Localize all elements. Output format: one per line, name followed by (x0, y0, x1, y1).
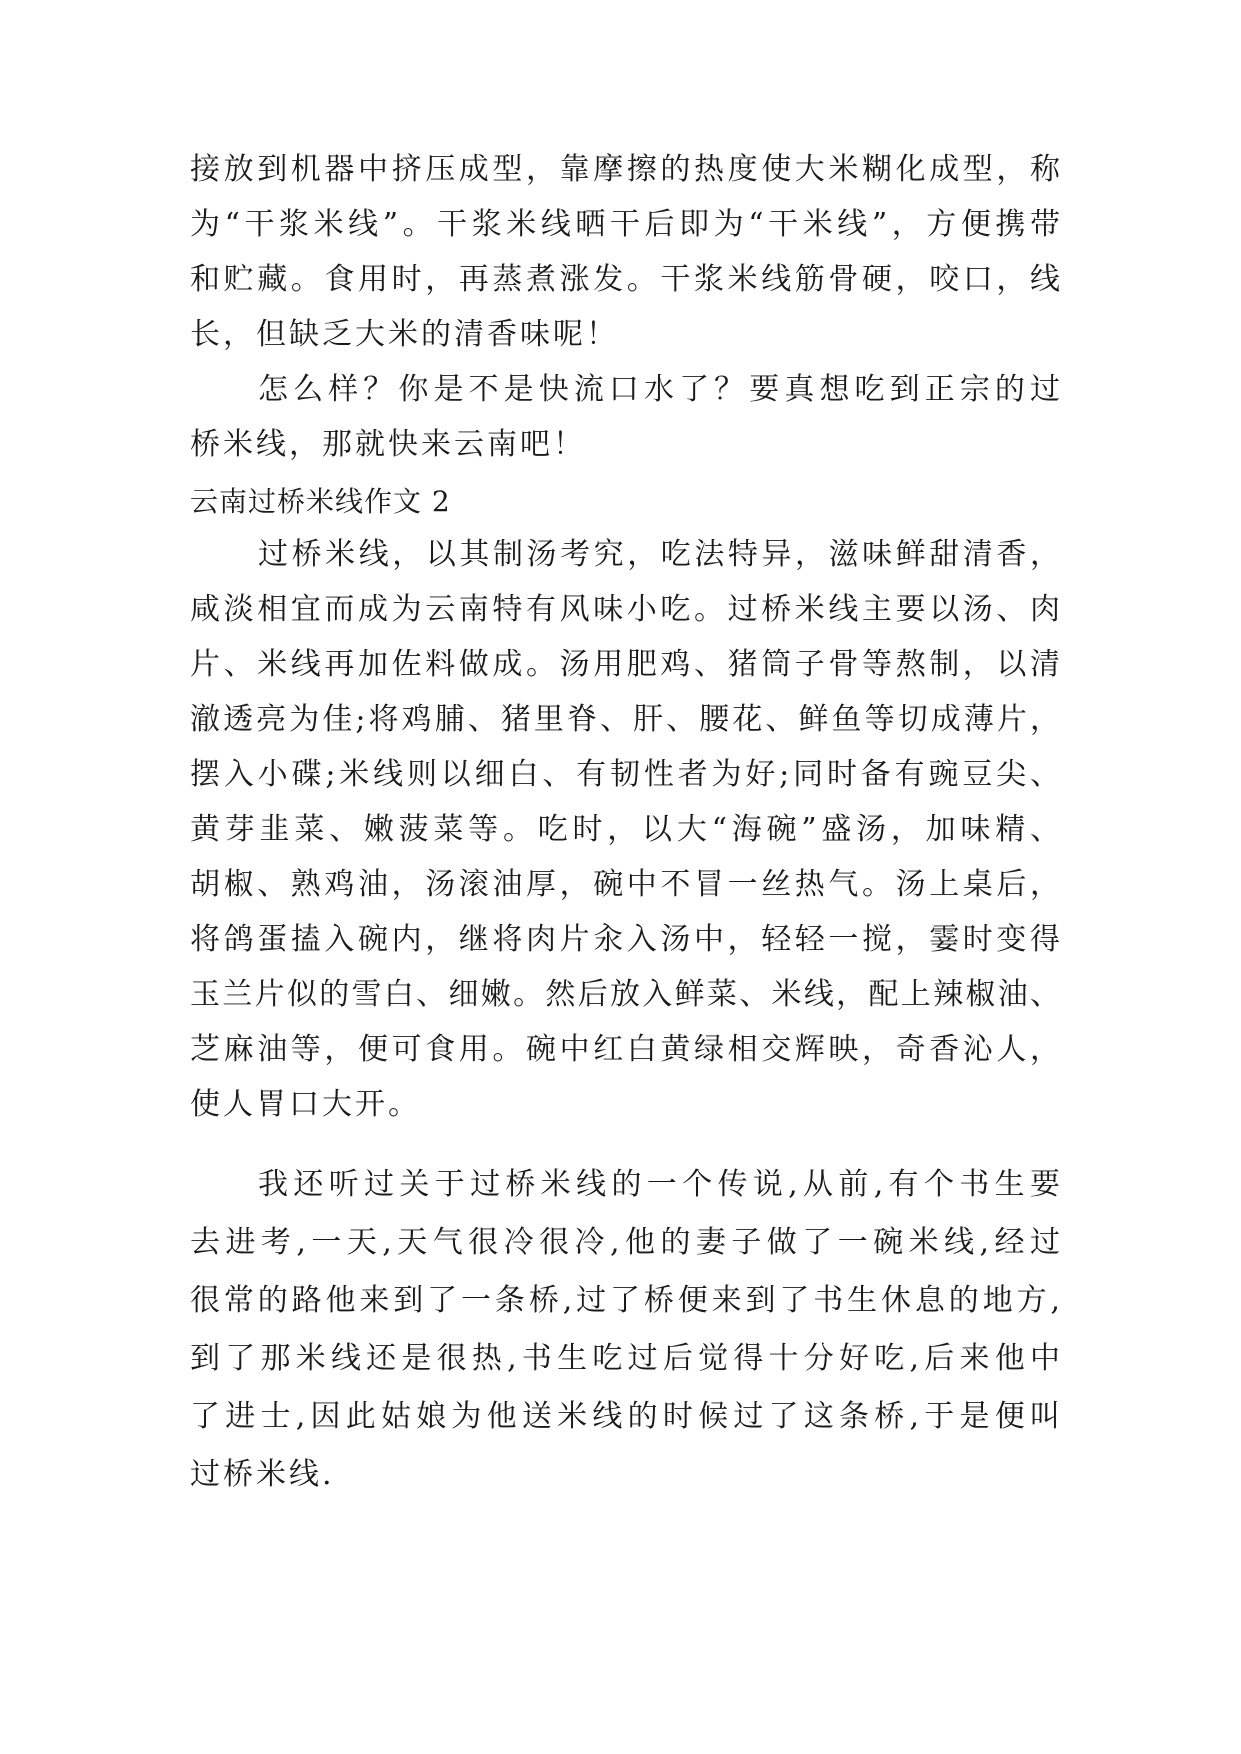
paragraph-line: 芝麻油等，便可食用。碗中红白黄绿相交辉映，奇香沁人， (190, 1032, 1060, 1067)
paragraph-line: 我还听过关于过桥米线的一个传说,从前,有个书生要 (258, 1167, 1060, 1202)
paragraph-line: 过桥米线，以其制汤考究，吃法特异，滋味鲜甜清香， (258, 537, 1060, 572)
paragraph-line: 和贮藏。食用时，再蒸煮涨发。干浆米线筋骨硬，咬口，线 (190, 262, 1060, 297)
paragraph-line: 黄芽韭菜、嫩菠菜等。吃时，以大“海碗”盛汤，加味精、 (190, 812, 1060, 847)
paragraph-line: 澈透亮为佳;将鸡脯、猪里脊、肝、腰花、鲜鱼等切成薄片， (190, 702, 1060, 737)
paragraph-line: 过桥米线. (190, 1457, 335, 1492)
paragraph-line: 到了那米线还是很热,书生吃过后觉得十分好吃,后来他中 (190, 1341, 1060, 1376)
paragraph-line: 长，但缺乏大米的清香味呢！ (190, 317, 619, 352)
paragraph-line: 怎么样？你是不是快流口水了？要真想吃到正宗的过 (258, 372, 1060, 407)
paragraph-line: 摆入小碟;米线则以细白、有韧性者为好;同时备有豌豆尖、 (190, 757, 1060, 792)
paragraph-line: 了进士,因此姑娘为他送米线的时候过了这条桥,于是便叫 (190, 1399, 1060, 1434)
paragraph-line: 接放到机器中挤压成型，靠摩擦的热度使大米糊化成型，称 (190, 152, 1060, 187)
paragraph-line: 胡椒、熟鸡油，汤滚油厚，碗中不冒一丝热气。汤上桌后， (190, 867, 1060, 902)
paragraph-line: 咸淡相宜而成为云南特有风味小吃。过桥米线主要以汤、肉 (190, 592, 1060, 627)
paragraph-line: 片、米线再加佐料做成。汤用肥鸡、猪筒子骨等熬制，以清 (190, 647, 1060, 682)
paragraph-line: 为“干浆米线”。干浆米线晒干后即为“干米线”，方便携带 (190, 207, 1060, 242)
paragraph-line: 将鸽蛋搕入碗内，继将肉片汆入汤中，轻轻一搅，霎时变得 (190, 922, 1060, 957)
paragraph-line: 使人胃口大开。 (190, 1087, 421, 1122)
paragraph-line: 桥米线，那就快来云南吧！ (190, 427, 586, 462)
paragraph-line: 很常的路他来到了一条桥,过了桥便来到了书生休息的地方, (190, 1283, 1060, 1318)
paragraph-line: 去进考,一天,天气很冷很冷,他的妻子做了一碗米线,经过 (190, 1225, 1060, 1260)
paragraph-line: 玉兰片似的雪白、细嫩。然后放入鲜菜、米线，配上辣椒油、 (190, 977, 1060, 1012)
section-title: 云南过桥米线作文 2 (190, 485, 451, 518)
